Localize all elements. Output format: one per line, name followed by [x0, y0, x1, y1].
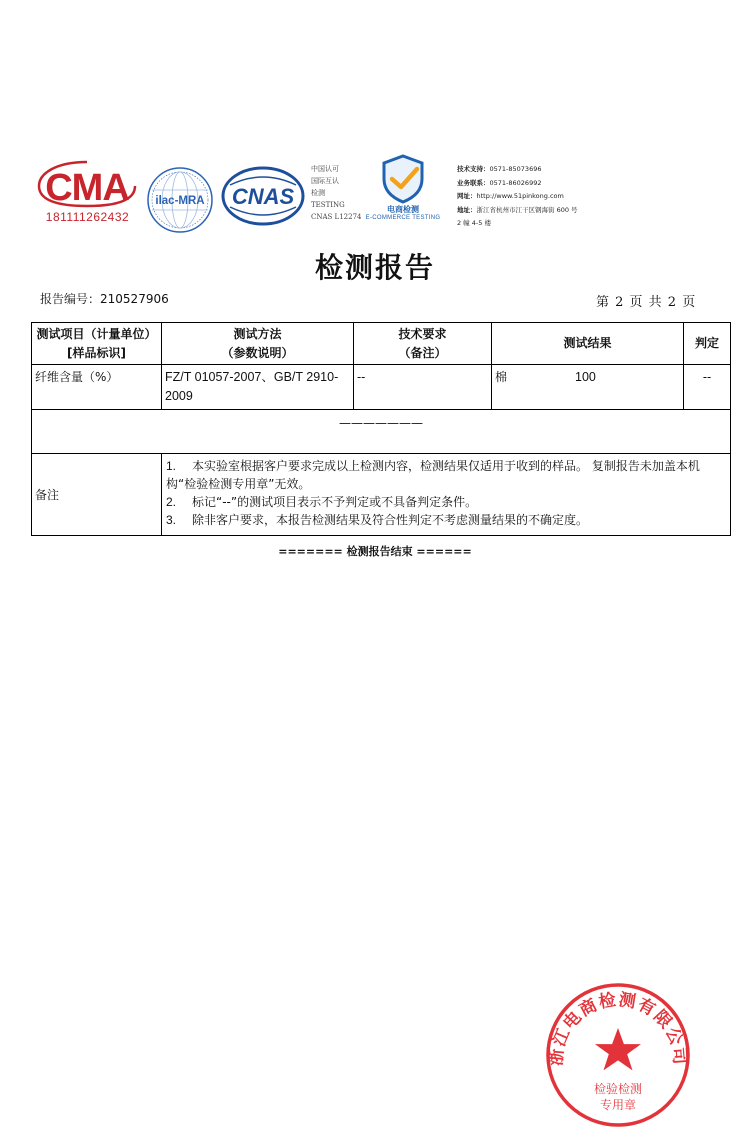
cert-line: CNAS L12274	[311, 213, 362, 221]
contact-line: 2 幢 4-5 楼	[457, 219, 491, 227]
note-item: 2. 标记“--”的测试项目表示不予判定或不具备判定条件。	[166, 495, 478, 509]
cell-result	[492, 365, 683, 390]
col-header-result: 测试结果	[492, 323, 684, 365]
cert-line: 检测	[311, 189, 325, 197]
seal-purpose-line1: 检验检测	[593, 1082, 643, 1096]
report-title: 检测报告	[314, 251, 435, 284]
table-header-row	[32, 323, 731, 365]
shield-check-icon	[362, 152, 444, 204]
col-header-method: 测试方法 （参数说明）	[162, 323, 354, 365]
note-item: 1. 本实验室根据客户要求完成以上检测内容，检测结果仅适用于收到的样品。 复制报告未加盖本机构“检验检测专用章”无效。	[166, 459, 700, 491]
col-header-item: 测试项目（计量单位） [样品标识]	[32, 323, 162, 365]
cma-letters: CMA	[45, 167, 129, 209]
company-seal-stamp	[543, 980, 693, 1130]
cert-line: 国际互认	[311, 177, 339, 185]
cell-requirement: --	[357, 370, 366, 384]
cma-number: 181111262432	[45, 210, 130, 224]
result-label: 棉	[495, 370, 508, 384]
contact-line: 业务联系：0571-86026992	[457, 178, 542, 187]
cnas-logo	[220, 165, 306, 227]
cell-verdict: --	[702, 370, 712, 384]
ecommerce-testing-logo	[362, 152, 444, 228]
result-value: 100	[575, 370, 596, 384]
cell-method: FZ/T 01057-2007、GB/T 2910-2009	[165, 370, 339, 403]
results-table	[31, 322, 731, 536]
cma-mark	[35, 158, 140, 210]
contact-line: 网址：http://www.51pinkong.com	[457, 192, 564, 200]
notes-list	[162, 454, 730, 532]
ec-logo-en: E-COMMERCE TESTING	[365, 215, 441, 221]
seal-company-name: 浙江电商检测有限公司	[546, 989, 690, 1067]
contact-line: 技术支持：0571-85073696	[457, 165, 542, 173]
contact-info	[457, 163, 642, 231]
cma-logo	[35, 158, 140, 228]
ilac-mra-logo	[146, 166, 214, 234]
cert-line: TESTING	[311, 201, 345, 209]
seal-purpose-line2: 专用章	[599, 1098, 637, 1112]
star-icon	[595, 1028, 641, 1070]
note-item: 3. 除非客户要求，本报告检测结果及符合性判定不考虑测量结果的不确定度。	[166, 513, 589, 527]
col-header-requirement: 技术要求 （备注）	[354, 323, 492, 365]
table-row-blank	[32, 410, 731, 454]
ilac-text: ilac-MRA	[155, 195, 205, 207]
cert-line: 中国认可	[311, 165, 339, 173]
table-row	[32, 365, 731, 410]
contact-line: 地址：浙江省杭州市江干区钢海街 600 号	[457, 205, 578, 214]
ec-logo-cn: 电商检测	[387, 205, 419, 214]
blank-dash-line: ———————	[339, 416, 423, 430]
notes-label: 备注	[32, 454, 162, 536]
col-header-verdict: 判定	[684, 323, 731, 365]
cell-item: 纤维含量（%）	[35, 370, 119, 384]
cnas-text: CNAS	[231, 184, 295, 209]
notes-row	[32, 454, 731, 536]
page-indicator: 第 2 页 共 2 页	[596, 295, 697, 310]
report-end-mark: ======= 检测报告结束 ======	[278, 545, 472, 558]
report-number: 报告编号：210527906	[40, 292, 169, 306]
